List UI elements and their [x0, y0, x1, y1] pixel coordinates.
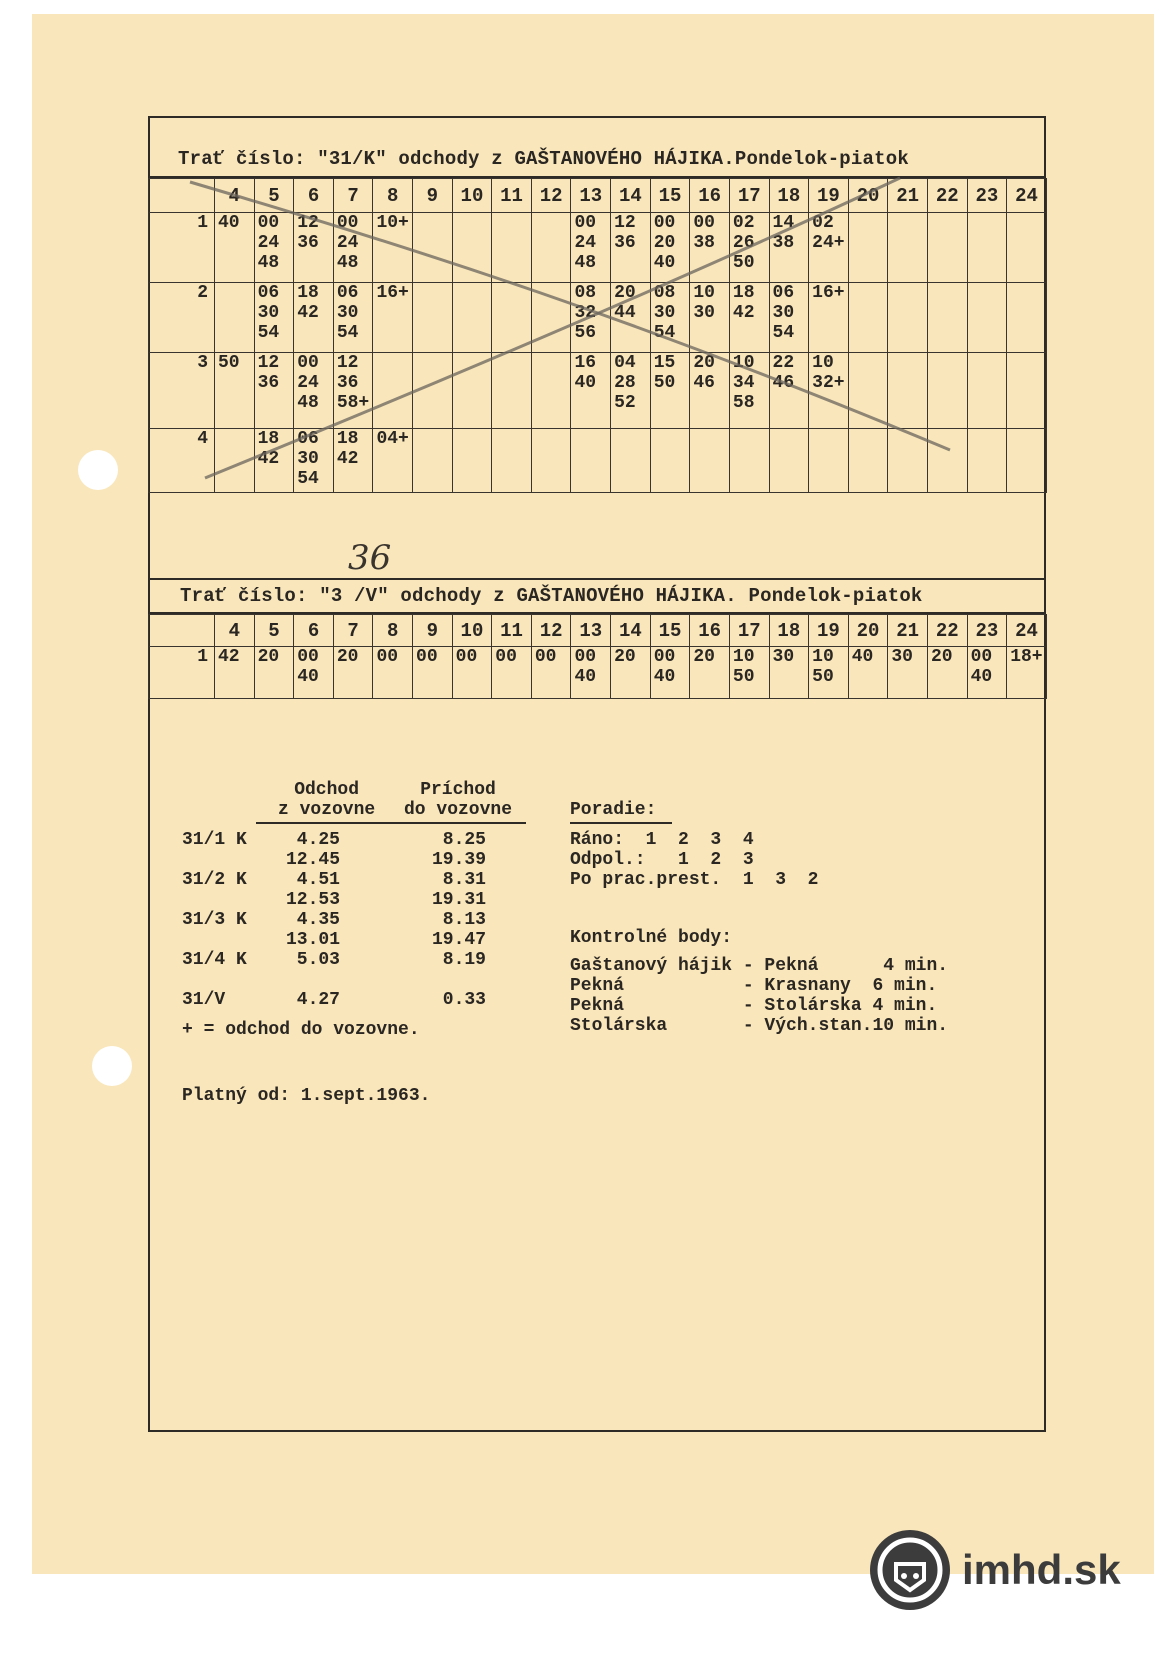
departure-cell: 06 30 54 [294, 429, 334, 493]
departure-cell: 10+ [373, 213, 413, 283]
hour-header: 6 [294, 179, 334, 213]
handwritten-number: 36 [348, 538, 392, 578]
departure-cell: 30 [769, 647, 809, 699]
depot-departure-header: Odchod z vozovne [278, 780, 376, 820]
hour-header: 19 [809, 179, 849, 213]
hour-header: 5 [254, 615, 294, 647]
departure-cell: 00 [413, 647, 453, 699]
departure-cell: 20 44 [611, 283, 651, 353]
hour-header: 20 [848, 179, 888, 213]
hour-header: 7 [333, 615, 373, 647]
depot-departures: 4.25 12.45 4.51 12.53 4.35 13.01 5.03 4.27 [286, 830, 341, 1010]
order-rows: Ráno: 1 2 3 4 Odpol.: 1 2 3 Po prac.prest. 1 3 2 [570, 830, 819, 890]
hour-header: 21 [888, 179, 928, 213]
schedule-k-title: Trať číslo: "31/K" odchody z GAŠTANOVÉHO HÁJIKA.Pondelok-piatok [178, 148, 909, 170]
hour-header: 24 [1007, 179, 1047, 213]
legend: + = odchod do vozovne. [182, 1020, 420, 1040]
hour-header: 5 [254, 179, 294, 213]
departure-cell: 00 [531, 647, 571, 699]
departure-cell: 18 42 [294, 283, 334, 353]
departure-cell: 04+ [373, 429, 413, 493]
hour-header: 4 [215, 615, 255, 647]
hour-header: 6 [294, 615, 334, 647]
hour-header: 4 [215, 179, 255, 213]
departure-cell: 42 [215, 647, 255, 699]
departure-cell: 16+ [809, 283, 849, 353]
order-title: Poradie: [570, 800, 657, 820]
departure-cell: 00 [452, 647, 492, 699]
brand-name: imhd.sk [962, 1546, 1121, 1593]
departure-cell: 40 [215, 213, 255, 283]
departure-cell: 00 40 [967, 647, 1007, 699]
departure-cell: 00 24 48 [294, 353, 334, 429]
hour-header: 20 [848, 615, 888, 647]
departure-cell: 20 [927, 647, 967, 699]
departure-cell: 16 40 [571, 353, 611, 429]
hour-header: 15 [650, 179, 690, 213]
departure-cell: 18 42 [254, 429, 294, 493]
hour-header: 8 [373, 615, 413, 647]
departure-cell: 00 20 40 [650, 213, 690, 283]
departure-cell: 00 38 [690, 213, 730, 283]
hour-header: 14 [611, 179, 651, 213]
departure-cell: 02 24+ [809, 213, 849, 283]
hour-header: 16 [690, 179, 730, 213]
departure-cell: 08 30 54 [650, 283, 690, 353]
hour-header: 11 [492, 615, 532, 647]
departure-cell: 06 30 54 [769, 283, 809, 353]
hour-header: 23 [967, 615, 1007, 647]
hour-header: 22 [927, 615, 967, 647]
departure-cell: 12 36 [611, 213, 651, 283]
departure-cell: 06 30 54 [333, 283, 373, 353]
hour-header: 10 [452, 615, 492, 647]
hour-header: 9 [413, 615, 453, 647]
valid-from: Platný od: 1.sept.1963. [182, 1086, 431, 1106]
hour-header: 10 [452, 179, 492, 213]
departure-cell: 12 36 [294, 213, 334, 283]
checkpoints-rows: Gaštanový hájik - Pekná 4 min. Pekná - Krasnany 6 min. Pekná - Stolárska 4 min. Stolárska - Vých.stan.10 min. [570, 956, 949, 1036]
depot-arrival-header: Príchod do vozovne [404, 780, 513, 820]
departure-cell: 00 24 48 [571, 213, 611, 283]
departure-cell: 06 30 54 [254, 283, 294, 353]
hour-header: 18 [769, 615, 809, 647]
hour-header: 13 [571, 615, 611, 647]
row-number: 1 [149, 213, 215, 283]
departure-cell: 22 46 [769, 353, 809, 429]
departure-cell: 00 24 48 [254, 213, 294, 283]
hour-header: 17 [729, 179, 769, 213]
row-number: 2 [149, 283, 215, 353]
departure-cell: 00 24 48 [333, 213, 373, 283]
row-number: 1 [149, 647, 215, 699]
departure-cell: 18 42 [333, 429, 373, 493]
hour-header: 18 [769, 179, 809, 213]
hour-header: 17 [729, 615, 769, 647]
hour-header: 7 [333, 179, 373, 213]
departure-cell: 50 [215, 353, 255, 429]
hour-header: 8 [373, 179, 413, 213]
departure-cell: 40 [848, 647, 888, 699]
departure-cell: 00 40 [294, 647, 334, 699]
departure-cell: 02 26 50 [729, 213, 769, 283]
departure-cell: 12 36 [254, 353, 294, 429]
departure-cell: 20 46 [690, 353, 730, 429]
departure-cell: 18 42 [729, 283, 769, 353]
departure-cell: 14 38 [769, 213, 809, 283]
departure-cell: 10 32+ [809, 353, 849, 429]
hour-header: 11 [492, 179, 532, 213]
departure-cell: 20 [690, 647, 730, 699]
bus-face-icon [870, 1530, 950, 1610]
departure-cell: 00 [492, 647, 532, 699]
departure-cell: 12 36 58+ [333, 353, 373, 429]
hour-header: 13 [571, 179, 611, 213]
hour-header: 19 [809, 615, 849, 647]
checkpoints-title: Kontrolné body: [570, 928, 733, 948]
schedule-v-title: Trať číslo: "3 /V" odchody z GAŠTANOVÉHO HÁJIKA. Pondelok-piatok [180, 585, 923, 607]
departure-cell: 18+ [1007, 647, 1047, 699]
departure-cell: 20 [611, 647, 651, 699]
departure-cell: 15 50 [650, 353, 690, 429]
hour-header: 14 [611, 615, 651, 647]
departure-cell: 10 34 58 [729, 353, 769, 429]
departure-cell: 10 30 [690, 283, 730, 353]
departure-cell: 08 32 56 [571, 283, 611, 353]
hour-header: 23 [967, 179, 1007, 213]
row-number: 3 [149, 353, 215, 429]
departure-cell: 16+ [373, 283, 413, 353]
departure-cell: 30 [888, 647, 928, 699]
hour-header: 22 [927, 179, 967, 213]
hour-header: 12 [531, 179, 571, 213]
hour-header: 24 [1007, 615, 1047, 647]
depot-lines: 31/1 K 31/2 K 31/3 K 31/4 K 31/V [182, 830, 247, 1010]
hour-header: 21 [888, 615, 928, 647]
hour-header: 12 [531, 615, 571, 647]
depot-arrivals: 8.25 19.39 8.31 19.31 8.13 19.47 8.19 0.33 [431, 830, 486, 1010]
hour-header: 9 [413, 179, 453, 213]
departure-cell: 10 50 [809, 647, 849, 699]
departure-cell: 00 [373, 647, 413, 699]
departure-cell: 00 40 [650, 647, 690, 699]
departure-cell: 20 [333, 647, 373, 699]
hour-header: 16 [690, 615, 730, 647]
hour-header: 15 [650, 615, 690, 647]
row-number: 4 [149, 429, 215, 493]
departure-cell: 00 40 [571, 647, 611, 699]
departure-cell: 10 50 [729, 647, 769, 699]
departure-cell: 04 28 52 [611, 353, 651, 429]
departure-cell: 20 [254, 647, 294, 699]
